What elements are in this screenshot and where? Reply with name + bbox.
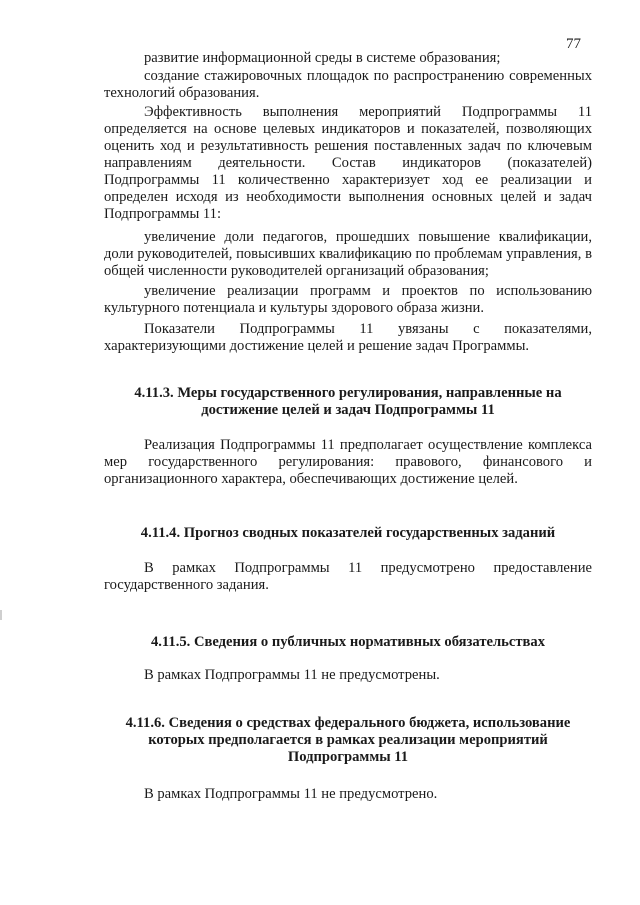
margin-scan-mark — [0, 610, 2, 620]
paragraph-teachers-share: увеличение доли педагогов, прошедших повышение квалификации, доли руководителей, повысивших квалификацию по проблемам управления, в общей численности руководителей организаций образования; — [104, 229, 592, 279]
section-text-4-11-3: Реализация Подпрограммы 11 предполагает осуществление комплекса мер государственного регулирования: правового, финансового и организационного характера, обеспечивающих достижение целей. — [104, 437, 592, 487]
section-heading-4-11-3: 4.11.3. Меры государственного регулирования, направленные на достижение целей и задач Подпрограммы 11 — [134, 385, 562, 418]
page-number: 77 — [566, 36, 581, 52]
section-text-4-11-5: В рамках Подпрограммы 11 не предусмотрены. — [144, 667, 440, 683]
section-heading-4-11-5: 4.11.5. Сведения о публичных нормативных обязательствах — [150, 634, 546, 650]
section-text-4-11-6: В рамках Подпрограммы 11 не предусмотрено. — [144, 786, 438, 802]
section-text-4-11-4: В рамках Подпрограммы 11 предусмотрено предоставление государственного задания. — [104, 560, 592, 593]
paragraph-efficiency: Эффективность выполнения мероприятий Подпрограммы 11 определяется на основе целевых индикаторов и показателей, позволяющих оценить ход и результативность решения поставленных задач по ключевым направлениям деятельности. Состав индикаторов (показателей) Подпрограммы 11 количественно характеризует ход ее реализации и определен исходя из необходимости выполнения основных целей и задач Подпрограммы 11: — [104, 104, 592, 222]
paragraph-internship-sites: создание стажировочных площадок по распространению современных технологий образования. — [104, 68, 592, 101]
section-heading-4-11-6: 4.11.6. Сведения о средствах федерального бюджета, использование которых предполагается в рамках реализации мероприятий Подпрограммы 11 — [125, 715, 571, 765]
paragraph-info-environment: развитие информационной среды в системе образования; — [144, 50, 501, 66]
section-heading-4-11-4: 4.11.4. Прогноз сводных показателей государственных заданий — [140, 525, 556, 541]
paragraph-programs-implementation: увеличение реализации программ и проектов по использованию культурного потенциала и культуры здорового образа жизни. — [104, 283, 592, 316]
paragraph-indicators-link: Показатели Подпрограммы 11 увязаны с показателями, характеризующими достижение целей и решение задач Программы. — [104, 321, 592, 354]
